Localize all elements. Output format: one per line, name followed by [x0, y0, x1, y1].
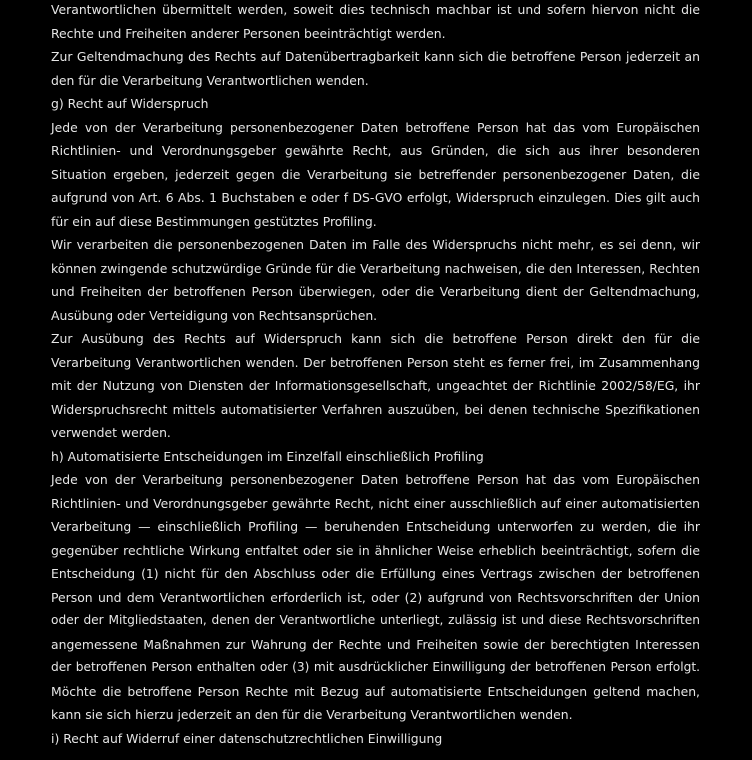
text-line: Rechte und Freiheiten anderer Personen beeinträchtigt werden. [51, 25, 446, 41]
text-line: können zwingende schutzwürdige Gründe für die Verarbeitung nachweisen, die den Interessen, Rechten [51, 260, 700, 276]
text-line: Verantwortlichen übermittelt werden, soweit dies technisch machbar ist und sofern hiervon nicht die [51, 2, 700, 17]
text-line: oder der Mitgliedstaaten, denen der Verantwortliche unterliegt, zulässig ist und diese Rechtsvorschriften [51, 613, 700, 627]
text-line: Richtlinien- und Verordnungsgeber gewährte Recht, aus Gründen, die sich aus ihrer besonderen [51, 143, 700, 158]
text-line: g) Recht auf Widerspruch [51, 96, 209, 111]
text-line: Richtlinien- und Verordnungsgeber gewährte Recht, nicht einer ausschließlich auf einer automatisierten [51, 495, 700, 511]
text-line: Zur Ausübung des Rechts auf Widerspruch kann sich die betroffene Person direkt den für die [51, 331, 700, 346]
text-line: Zur Geltendmachung des Rechts auf Datenübertragbarkeit kann sich die betroffene Person jederzeit an [51, 49, 700, 64]
text-line: kann sie sich hierzu jederzeit an den für die Verarbeitung Verantwortlichen wenden. [51, 707, 573, 722]
text-line: verwendet werden. [51, 425, 171, 440]
text-line: angemessene Maßnahmen zur Wahrung der Rechte und Freiheiten sowie der berechtigten Interessen [51, 636, 700, 652]
text-line: mit der Nutzung von Diensten der Informationsgesellschaft, ungeachtet der Richtlinie 2002/58/EG, ihr [51, 378, 700, 393]
text-line: Widerspruchsrecht mittels automatisierter Verfahren auszuüben, bei denen technische Spezifikationen [51, 401, 700, 417]
text-line: und Freiheiten der betroffenen Person überwiegen, oder die Verarbeitung dient der Geltendmachung, [51, 284, 700, 299]
text-line: Verarbeitung Verantwortlichen wenden. Der betroffenen Person steht es ferner frei, im Zusammenhang [51, 354, 700, 370]
text-line: der betroffenen Person enthalten oder (3) mit ausdrücklicher Einwilligung der betroffenen Person erfolgt. [51, 660, 700, 674]
text-line: Entscheidung (1) nicht für den Abschluss oder die Erfüllung eines Vertrags zwischen der betroffenen [51, 566, 700, 581]
text-line: Person und dem Verantwortlichen erforderlich ist, oder (2) aufgrund von Rechtsvorschriften der Union [51, 589, 700, 605]
text-line: Jede von der Verarbeitung personenbezogener Daten betroffene Person hat das vom Europäischen [51, 472, 700, 487]
text-line: den für die Verarbeitung Verantwortlichen wenden. [51, 72, 369, 88]
privacy-policy-text [51, 0, 700, 750]
text-line: gegenüber rechtliche Wirkung entfaltet oder sie in ähnlicher Weise erheblich beeinträchtigt, sofern die [51, 542, 700, 558]
text-line: h) Automatisierte Entscheidungen im Einzelfall einschließlich Profiling [51, 448, 484, 464]
text-line: aufgrund von Art. 6 Abs. 1 Buchstaben e oder f DS-GVO erfolgt, Widerspruch einzulegen. Dies gilt auch [51, 190, 700, 205]
text-line: Jede von der Verarbeitung personenbezogener Daten betroffene Person hat das vom Europäischen [51, 119, 700, 135]
text-line: Wir verarbeiten die personenbezogenen Daten im Falle des Widerspruchs nicht mehr, es sei denn, wir [51, 237, 700, 252]
text-line: Möchte die betroffene Person Rechte mit Bezug auf automatisierte Entscheidungen geltend machen, [51, 683, 700, 699]
text-line: Ausübung oder Verteidigung von Rechtsansprüchen. [51, 307, 378, 323]
text-line: Situation ergeben, jederzeit gegen die Verarbeitung sie betreffender personenbezogener Daten, die [51, 166, 700, 182]
text-line: i) Recht auf Widerruf einer datenschutzrechtlichen Einwilligung [51, 730, 443, 746]
text-line: für ein auf diese Bestimmungen gestütztes Profiling. [51, 213, 377, 229]
text-line: Verarbeitung — einschließlich Profiling — beruhenden Entscheidung unterworfen zu werden, die ihr [51, 519, 700, 534]
